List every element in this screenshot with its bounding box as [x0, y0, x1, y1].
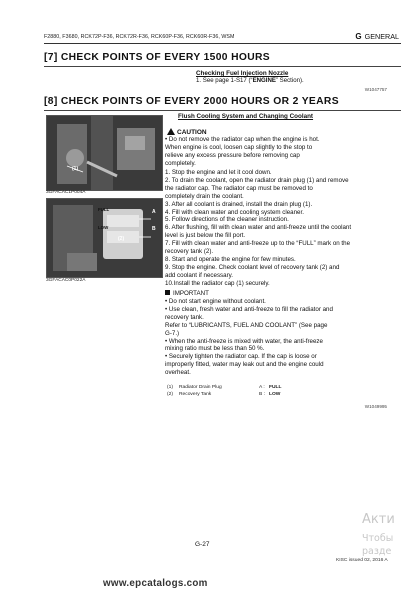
- legend-value: FULL: [269, 385, 282, 390]
- legend-num: (2): [167, 392, 173, 397]
- legend-value: LOW: [269, 392, 281, 397]
- important-line: overheat.: [165, 369, 191, 377]
- radiator-photo: [46, 115, 163, 191]
- photo1-callout: (1): [72, 166, 79, 172]
- activation-overlay-line: Чтобы: [362, 533, 394, 544]
- important-line: • Use clean, fresh water and anti-freeze to fill the radiator and: [165, 305, 333, 313]
- photo2-low-label: LOW: [98, 225, 109, 230]
- step-line: add coolant if necessary.: [165, 271, 233, 279]
- activation-overlay-title: Акти: [362, 512, 395, 527]
- section7-title: [7] CHECK POINTS OF EVERY 1500 HOURS: [44, 52, 271, 63]
- step-line: completely drain the coolant.: [165, 192, 244, 200]
- issued-label: KISC issued 02, 2016 A: [336, 558, 388, 563]
- step-line: recovery tank (2).: [165, 248, 214, 256]
- section7-subtitle: Checking Fuel Injection Nozzle: [196, 70, 289, 77]
- important-line: • Securely tighten the radiator cap. If the cap is loose or: [165, 353, 317, 361]
- important-line: mixing ratio must be less than 50 %.: [165, 345, 265, 353]
- step-line: the radiator cap. The radiator cap must be removed to: [165, 184, 313, 192]
- header-section-name: GENERAL: [364, 32, 399, 41]
- activation-overlay-line: разде: [362, 546, 392, 557]
- legend-table: [167, 384, 282, 398]
- legend-num: (1): [167, 385, 173, 390]
- section7-item-prefix: 1. See page 1-S17 (“: [196, 77, 253, 84]
- step-line: 2. To drain the coolant, open the radiator drain plug (1) and remove: [165, 176, 349, 184]
- important-line: • When the anti-freeze is mixed with water, the anti-freeze: [165, 337, 323, 345]
- section8-code: W1049995: [364, 404, 387, 409]
- photo2-full-label: FULL: [98, 207, 110, 212]
- photo2-callout: (2): [118, 236, 125, 242]
- header-section: [355, 32, 399, 41]
- legend-key: B :: [259, 392, 265, 397]
- important-text: [165, 298, 401, 377]
- header-models: F2880, F3680, RCK72P-F36, RCK72R-F36, RCK60P-F36, RCK60R-F36, WSM: [44, 34, 235, 40]
- section7-item-bold: ENGINE: [252, 77, 276, 84]
- important-label: IMPORTANT: [173, 290, 209, 297]
- caution-line: completely.: [165, 159, 196, 167]
- section8-title: [8] CHECK POINTS OF EVERY 2000 HOURS OR 2 YEARS: [44, 96, 339, 107]
- caution-text: [165, 136, 401, 168]
- section7-rule: [44, 66, 401, 67]
- important-line: recovery tank.: [165, 313, 204, 321]
- step-line: 8. Start and operate the engine for few minutes.: [165, 255, 296, 263]
- important-line: Refer to “LUBRICANTS, FUEL AND COOLANT” (See page: [165, 321, 328, 329]
- photo2-marker-b: B: [152, 226, 156, 232]
- important-square-icon: [165, 290, 170, 295]
- section7-item-suffix: ” Section).: [275, 77, 304, 84]
- legend-label: Recovery Tank: [179, 392, 212, 397]
- caution-line: relieve any excess pressure before removing cap: [165, 151, 300, 159]
- header-rule: [44, 43, 401, 44]
- page-number: G-27: [195, 541, 210, 548]
- step-line: 10.Install the radiator cap (1) securely.: [165, 279, 270, 287]
- important-line: G-7.): [165, 329, 180, 337]
- legend-label: Radiator Drain Plug: [179, 385, 222, 390]
- header-section-letter: G: [355, 32, 362, 41]
- photo2-marker-a: A: [152, 209, 156, 215]
- section8-rule: [44, 110, 401, 111]
- warning-icon: [167, 128, 175, 135]
- section7-item: [196, 77, 304, 85]
- section7-code: W1047757: [364, 87, 387, 92]
- step-line: 4. Fill with clean water and cooling system cleaner.: [165, 208, 304, 216]
- step-line: 9. Stop the engine. Check coolant level of recovery tank (2) and: [165, 263, 340, 271]
- step-line: 5. Follow directions of the cleaner instruction.: [165, 216, 289, 224]
- step-line: 7. Fill with clean water and anti-freeze up to the “FULL” mark on the: [165, 240, 351, 248]
- caution-line: When engine is cool, loosen cap slightly to the stop to: [165, 143, 313, 151]
- important-heading: [165, 290, 401, 298]
- caution-label: CAUTION: [177, 129, 207, 136]
- section8-subtitle: Flush Cooling System and Changing Coolant: [178, 113, 314, 120]
- site-watermark: www.epcatalogs.com: [103, 578, 208, 589]
- step-line: 3. After all coolant is drained, install the drain plug (1).: [165, 200, 313, 208]
- photo1-caption: 3GFACAC1P004A: [46, 190, 86, 195]
- caution-badge: [167, 128, 207, 136]
- step-line: 1. Stop the engine and let it cool down.: [165, 169, 272, 176]
- step-line: level is just below the fill port.: [165, 232, 246, 240]
- legend-key: A :: [259, 385, 265, 390]
- procedure-steps: [165, 169, 401, 288]
- radiator-photo-image: [47, 116, 162, 190]
- caution-line: • Do not remove the radiator cap when the engine is hot.: [165, 136, 320, 143]
- legend-row: [167, 384, 282, 391]
- important-line: • Do not start engine without coolant.: [165, 298, 266, 305]
- legend-row: [167, 391, 282, 398]
- photo2-caption: 3GFACAC0P022A: [46, 278, 86, 283]
- important-line: improperly fitted, water may leak out and the engine could: [165, 361, 324, 369]
- step-line: 6. After flushing, fill with clean water and anti-freeze until the coolant: [165, 224, 352, 232]
